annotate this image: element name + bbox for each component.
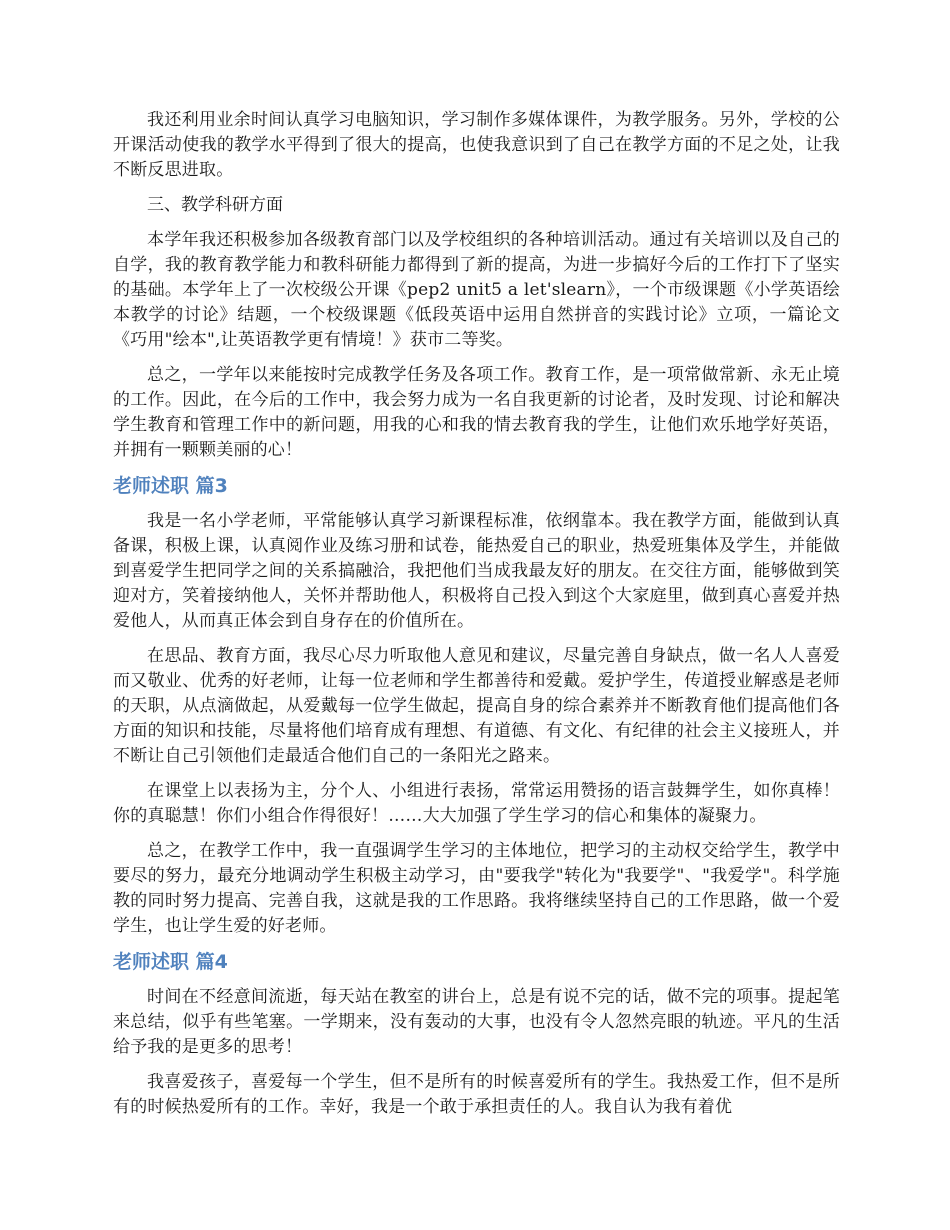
paragraph-computer-skills: 我还利用业余时间认真学习电脑知识，学习制作多媒体课件，为教学服务。另外，学校的公开课活动使我的教学水平得到了很大的提高，也使我意识到了自己在教学方面的不足之处，让我不断反思进取。: [113, 110, 840, 180]
paragraph-part3-summary: 总之，在教学工作中，我一直强调学生学习的主体地位，把学习的主动权交给学生，教学中要尽的努力，最充分地调动学生积极主动学习，由"要我学"转化为"我要学"、"我爱学"。科学施教的同时努力提高、完善自我，这就是我的工作思路。我将继续坚持自己的工作思路，做一个爱学生，也让学生爱的好老师。: [113, 841, 840, 936]
paragraph-training-activities: 本学年我还积极参加各级教育部门以及学校组织的各种培训活动。通过有关培训以及自己的自学，我的教育教学能力和教科研能力都得到了新的提高，为进一步搞好今后的工作打下了坚实的基础。本学年上了一次校级公开课《pep2 unit5 a let'slearn》，一个市级课题《小学英语绘本教学的讨论》结题，一个校级课题《低段英语中运用自然拼音的实践讨论》立项，一篇论文《巧用"绘本",让英语教学更有情境！》获市二等奖。: [113, 230, 840, 350]
section-heading-part4: 老师述职 篇4: [113, 951, 228, 973]
section-heading-part3: 老师述职 篇3: [113, 475, 228, 497]
paragraph-part3-classroom-praise: 在课堂上以表扬为主，分个人、小组进行表扬，常常运用赞扬的语言鼓舞学生，如你真棒！你的真聪慧！你们小组合作得很好！……大大加强了学生学习的信心和集体的凝聚力。: [113, 781, 840, 826]
paragraph-summary-year: 总之，一学年以来能按时完成教学任务及各项工作。教育工作，是一项常做常新、永无止境的工作。因此，在今后的工作中，我会努力成为一名自我更新的讨论者，及时发现、讨论和解决学生教育和管理工作中的新问题，用我的心和我的情去教育我的学生，让他们欢乐地学好英语，并拥有一颗颗美丽的心！: [113, 365, 840, 460]
paragraph-part3-moral-education: 在思品、教育方面，我尽心尽力听取他人意见和建议，尽量完善自身缺点，做一名人人喜爱而又敬业、优秀的好老师，让每一位老师和学生都善待和爱戴。爱护学生，传道授业解惑是老师的天职，从点滴做起，从爱戴每一位学生做起，提高自身的综合素养并不断教育他们提高他们各方面的知识和技能，尽量将他们培育成有理想、有道德、有文化、有纪律的社会主义接班人，并不断让自己引领他们走最适合他们自己的一条阳光之路来。: [113, 646, 840, 766]
paragraph-part3-intro: 我是一名小学老师，平常能够认真学习新课程标准，依纲靠本。我在教学方面，能做到认真备课，积极上课，认真阅作业及练习册和试卷，能热爱自己的职业，热爱班集体及学生，并能做到喜爱学生把同学之间的关系搞融洽，我把他们当成我最友好的朋友。在交往方面，能够做到笑迎对方，笑着接纳他人，关怀并帮助他人，积极将自己投入到这个大家庭里，做到真心喜爱并热爱他人，从而真正体会到自身存在的价值所在。: [113, 511, 840, 631]
paragraph-part4-love-children: 我喜爱孩子，喜爱每一个学生，但不是所有的时候喜爱所有的学生。我热爱工作，但不是所有的时候热爱所有的工作。幸好，我是一个敢于承担责任的人。我自认为我有着优: [113, 1072, 840, 1117]
subheading-teaching-research: 三、教学科研方面: [147, 195, 283, 215]
document-body: [113, 108, 840, 1130]
paragraph-part4-time-passes: 时间在不经意间流逝，每天站在教室的讲台上，总是有说不完的话，做不完的项事。提起笔来总结，似乎有些笔塞。一学期来，没有轰动的大事，也没有令人忽然亮眼的轨迹。平凡的生活给予我的是更多的思考！: [113, 987, 840, 1057]
